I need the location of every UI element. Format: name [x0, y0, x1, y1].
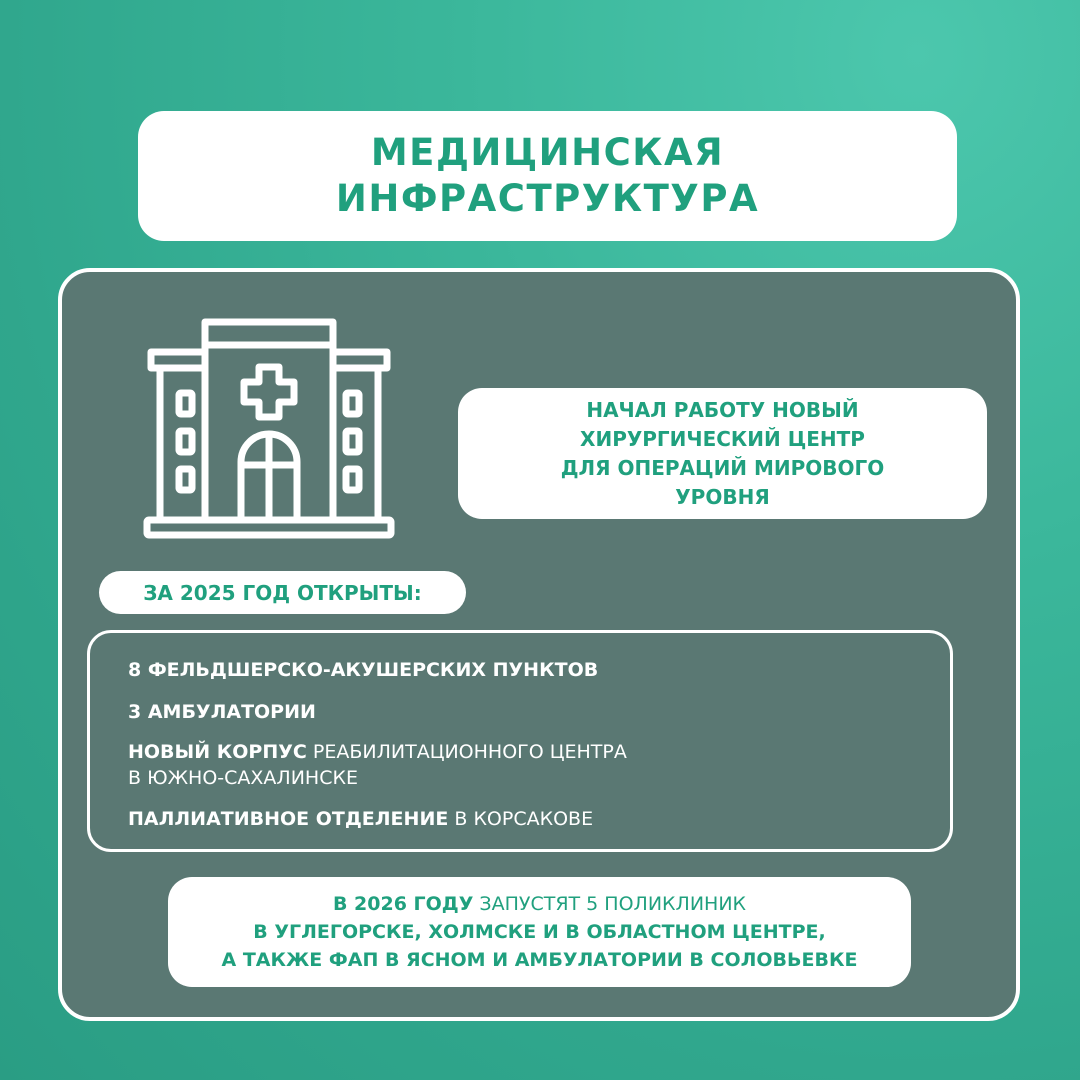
- page-title-line-2: ИНФРАСТРУКТУРА: [335, 177, 760, 220]
- list-item-text: РЕАБИЛИТАЦИОННОГО ЦЕНТРА: [306, 741, 627, 763]
- surgical-center-card: [458, 388, 987, 519]
- plans-year: В 2026 ГОДУ: [332, 893, 474, 915]
- list-item-bold: 3 АМБУЛАТОРИИ: [128, 701, 316, 723]
- highlight-line: УРОВНЯ: [675, 484, 770, 509]
- title-card: [138, 111, 957, 241]
- list-item: [128, 699, 316, 725]
- list-item: [128, 657, 598, 683]
- plans-card: [168, 877, 911, 987]
- highlight-line: НАЧАЛ РАБОТУ НОВЫЙ: [586, 397, 859, 422]
- plans-line-1-text: ЗАПУСТЯТ 5 ПОЛИКЛИНИК: [473, 893, 747, 915]
- opened-list: [87, 630, 953, 852]
- opened-label-pill: ЗА 2025 ГОД ОТКРЫТЫ:: [99, 571, 466, 614]
- list-item: [128, 806, 593, 832]
- plans-line-2: В УГЛЕГОРСКЕ, ХОЛМСКЕ И В ОБЛАСТНОМ ЦЕНТРЕ,: [253, 921, 826, 943]
- list-item: [128, 739, 627, 791]
- list-item-bold: НОВЫЙ КОРПУС: [128, 741, 307, 763]
- plans-line-1: [333, 890, 746, 918]
- list-item-text-line2: В ЮЖНО-САХАЛИНСКЕ: [128, 767, 358, 789]
- highlight-line: ХИРУРГИЧЕСКИЙ ЦЕНТР: [580, 426, 865, 451]
- plans-line-3: А ТАКЖЕ ФАП В ЯСНОМ И АМБУЛАТОРИИ В СОЛОВЬЕВКЕ: [221, 949, 858, 971]
- list-item-text: В КОРСАКОВЕ: [448, 808, 594, 830]
- list-item-bold: ПАЛЛИАТИВНОЕ ОТДЕЛЕНИЕ: [128, 808, 449, 830]
- highlight-line: ДЛЯ ОПЕРАЦИЙ МИРОВОГО: [560, 455, 885, 480]
- page-title-line-1: МЕДИЦИНСКАЯ: [370, 131, 725, 174]
- hospital-building-icon: [143, 317, 395, 539]
- list-item-bold: 8 ФЕЛЬДШЕРСКО-АКУШЕРСКИХ ПУНКТОВ: [128, 659, 599, 681]
